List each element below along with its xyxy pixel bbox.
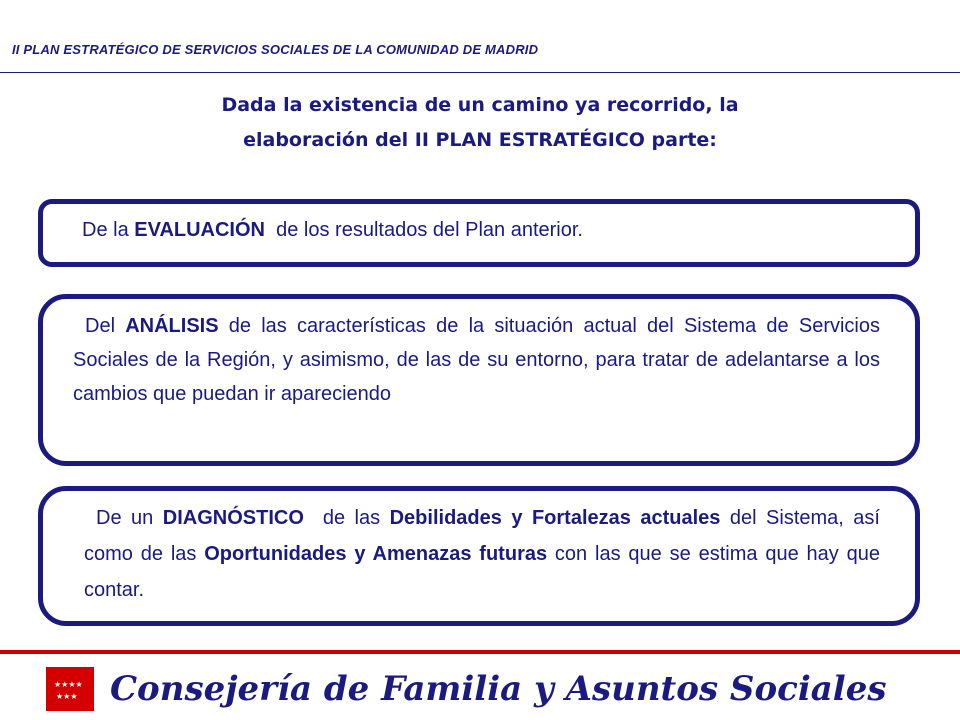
footer-divider bbox=[0, 650, 960, 654]
slide-title-line1: Dada la existencia de un camino ya recorrido, la bbox=[221, 94, 739, 116]
diagnosis-opp-threats: Oportunidades y Amenazas futuras bbox=[204, 543, 548, 565]
comunidad-madrid-logo-icon: ★★★★ ★★★ bbox=[46, 667, 94, 711]
evaluation-pre: De la bbox=[82, 219, 135, 241]
diagnosis-mid1: de las bbox=[303, 507, 390, 529]
diagnosis-keyword: DIAGNÓSTICO bbox=[162, 507, 304, 529]
evaluation-post: de los resultados del Plan anterior. bbox=[265, 219, 583, 241]
analysis-text bbox=[73, 309, 880, 411]
analysis-post: de las características de la situación actual del Sistema de Servicios Sociales de la Región, y asimismo, de las de su entorno, para tratar de adelantarse a los cambios que puedan ir apareciendo bbox=[73, 315, 880, 405]
diagnosis-weak-strong: Debilidades y Fortalezas actuales bbox=[389, 507, 721, 529]
diagnosis-text bbox=[84, 500, 880, 608]
slide-title-line2: elaboración del II PLAN ESTRATÉGICO parte: bbox=[243, 129, 717, 151]
diagnosis-mid2: del Sistema, así como de las bbox=[84, 507, 880, 565]
evaluation-text bbox=[82, 213, 583, 247]
evaluation-keyword: EVALUACIÓN bbox=[134, 219, 265, 241]
diagnosis-pre: De un bbox=[96, 507, 163, 529]
header-title: II PLAN ESTRATÉGICO DE SERVICIOS SOCIALES DE LA COMUNIDAD DE MADRID bbox=[12, 42, 539, 57]
diagnosis-post: con las que se estima que hay que contar. bbox=[84, 543, 881, 601]
analysis-keyword: ANÁLISIS bbox=[125, 315, 219, 337]
analysis-pre: Del bbox=[85, 315, 126, 337]
footer-organization: Consejería de Familia y Asuntos Sociales bbox=[110, 669, 887, 709]
slide-title bbox=[60, 88, 900, 158]
header-divider bbox=[0, 72, 960, 73]
